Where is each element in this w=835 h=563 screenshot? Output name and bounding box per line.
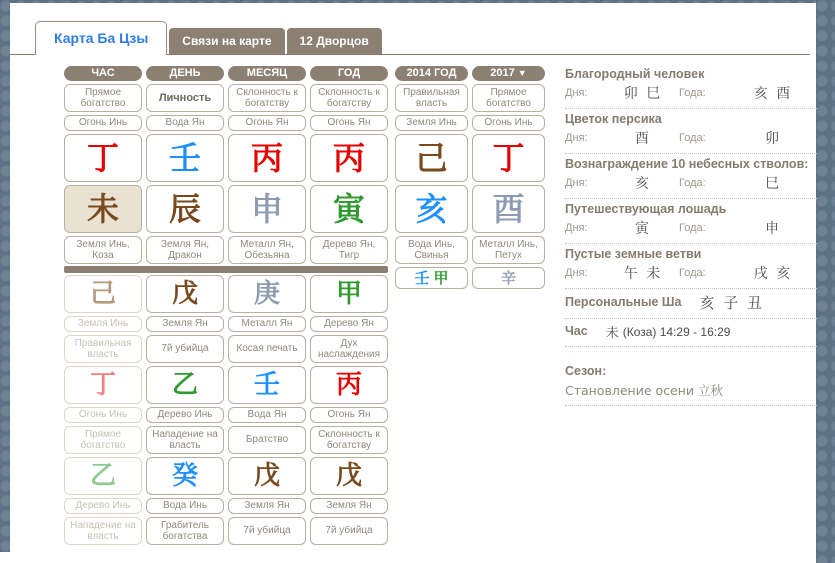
current-years-chart (395, 66, 545, 289)
panel-item-values (565, 263, 817, 283)
pillar-2014-branch-cell[interactable] (395, 185, 468, 233)
branch-character: 酉 (492, 190, 525, 228)
natal-top-rows (64, 66, 388, 264)
tab-bar (10, 8, 810, 55)
hidden-stem-deity: Косая печать (228, 335, 306, 363)
pillar-2017-element: Огонь Инь (472, 115, 545, 131)
pillar-day-deity: Личность (146, 84, 224, 112)
hidden-stem-deity: Грабитель богатства (146, 517, 224, 545)
pillar-month-branch-cell[interactable] (228, 185, 306, 233)
panel-item-peach-blossom (565, 109, 817, 154)
pillar-2017-year-dropdown[interactable] (472, 66, 545, 81)
year-value: 申 (765, 221, 781, 237)
hidden-stem-deity: 7й убийца (146, 335, 224, 363)
natal-chart (64, 66, 388, 545)
pillar-month (228, 66, 306, 264)
hidden-stem-character: 壬 (414, 268, 430, 287)
year-label: Года: (679, 267, 706, 279)
branch-character: 辰 (168, 190, 201, 228)
pillar-2017 (472, 66, 545, 289)
symbolic-stars-panel (565, 64, 817, 406)
hidden-stem-cell[interactable] (228, 275, 306, 313)
hidden-stem-cell[interactable] (310, 366, 388, 404)
pillar-2017-branch-info: Металл Инь, Петух (472, 236, 545, 264)
panel-item-title: Благородный человек (565, 67, 705, 81)
panel-item-values (565, 173, 817, 193)
pillar-year-branch-cell[interactable] (310, 185, 388, 233)
pillar-hour-branch-cell[interactable] (64, 185, 142, 233)
pillar-year-header: ГОД (310, 66, 388, 81)
hidden-stem-element: Дерево Инь (64, 498, 142, 514)
year-label: Года: (679, 222, 706, 234)
day-value: 亥 (635, 176, 651, 192)
panel-item-title: Цветок персика (565, 112, 662, 126)
hidden-stems-day (146, 275, 224, 545)
pillar-month-element: Огонь Ян (228, 115, 306, 131)
panel-item-title: Час (565, 324, 588, 338)
pillar-day-element: Вода Ян (146, 115, 224, 131)
hidden-stem-deity: Прямое богатство (64, 426, 142, 454)
pillar-2017-stem-cell[interactable] (472, 134, 545, 182)
hidden-stem-character: 乙 (89, 461, 116, 491)
tab-chart-relations[interactable]: Связи на карте (169, 28, 284, 54)
hidden-stems-rows (64, 275, 388, 545)
hidden-stem-element: Металл Ян (228, 316, 306, 332)
hidden-stem-cell[interactable] (146, 366, 224, 404)
year-label: Года: (679, 87, 706, 99)
years-rows (395, 66, 545, 289)
pillar-day-branch-info: Земля Ян, Дракон (146, 236, 224, 264)
pillar-month-deity: Склонность к богатству (228, 84, 306, 112)
hidden-stem-deity: Нападение на власть (146, 426, 224, 454)
branch-character: 寅 (332, 190, 365, 228)
year-value: 戌 亥 (753, 266, 793, 282)
hidden-stem-deity: 7й убийца (228, 517, 306, 545)
pillar-year-deity: Склонность к богатству (310, 84, 388, 112)
branch-character: 申 (250, 190, 283, 228)
tab-12-palaces[interactable]: 12 Дворцов (287, 28, 382, 54)
branch-character: 亥 (415, 190, 448, 228)
hidden-stem-character: 戊 (171, 279, 198, 309)
panel-item-empty-branches (565, 244, 817, 289)
hidden-stem-cell[interactable] (310, 457, 388, 495)
hidden-stem-element: Земля Ян (228, 498, 306, 514)
hidden-stem-cell[interactable] (64, 366, 142, 404)
hidden-stem-character: 辛 (500, 268, 516, 287)
hidden-stem-cell[interactable] (64, 275, 142, 313)
pillar-2014 (395, 66, 468, 289)
branch-character: 未 (86, 190, 119, 228)
season-value: Становление осени 立秋 (565, 383, 723, 398)
panel-item-title: Вознаграждение 10 небесных стволов: (565, 157, 809, 171)
hidden-stem-element: Вода Ян (228, 407, 306, 423)
pillar-2014-deity: Правильная власть (395, 84, 468, 112)
hidden-stems-divider (64, 266, 388, 273)
year-label: Года: (679, 132, 706, 144)
day-value: 酉 (635, 131, 651, 147)
panel-item-title: Пустые земные ветви (565, 247, 702, 261)
hidden-stem-element: Дерево Ян (310, 316, 388, 332)
hidden-stem-character: 癸 (171, 461, 198, 491)
pillar-day-header: ДЕНЬ (146, 66, 224, 81)
day-label: Дня: (565, 222, 588, 234)
pillar-year-stem-cell[interactable] (310, 134, 388, 182)
hidden-stem-cell[interactable] (228, 457, 306, 495)
pillar-2017-hidden-stems[interactable] (472, 267, 545, 289)
pillar-hour-element: Огонь Инь (64, 115, 142, 131)
hidden-stem-element: Огонь Ян (310, 407, 388, 423)
pillar-year-branch-info: Дерево Ян, Тигр (310, 236, 388, 264)
stem-character: 丙 (250, 139, 283, 177)
panel-item-personal-sha (565, 289, 817, 319)
page-edge-top (0, 0, 835, 3)
hidden-stems-hour (64, 275, 142, 545)
hidden-stem-cell[interactable] (228, 366, 306, 404)
pillar-2014-stem-cell[interactable] (395, 134, 468, 182)
chevron-down-icon: ▼ (517, 68, 527, 78)
panel-item-title: Путешествующая лошадь (565, 202, 727, 216)
day-value: 午 未 (623, 266, 663, 282)
hidden-stem-character: 庚 (253, 279, 280, 309)
panel-item-title: Сезон: (565, 364, 607, 378)
panel-item-values (565, 128, 817, 148)
hidden-stems-year (310, 275, 388, 545)
stem-character: 丁 (86, 139, 119, 177)
hidden-stem-character: 戊 (335, 461, 362, 491)
year-value: 卯 (765, 131, 781, 147)
day-label: Дня: (565, 132, 588, 144)
day-label: Дня: (565, 267, 588, 279)
page-edge-left (0, 0, 10, 552)
panel-item-title: Персональные Ша (565, 295, 682, 309)
panel-item-hour (565, 319, 817, 347)
hour-value (606, 322, 731, 341)
tab-bazi-chart[interactable]: Карта Ба Цзы (35, 21, 167, 55)
day-label: Дня: (565, 177, 588, 189)
day-value: 寅 (635, 221, 651, 237)
hidden-stem-deity: Правильная власть (64, 335, 142, 363)
pillar-2014-element: Земля Инь (395, 115, 468, 131)
hidden-stem-element: Земля Ян (310, 498, 388, 514)
hidden-stem-character: 己 (89, 279, 116, 309)
pillar-month-stem-cell[interactable] (228, 134, 306, 182)
pillar-day (146, 66, 224, 264)
pillar-hour (64, 66, 142, 264)
panel-item-values (565, 218, 817, 238)
hidden-stem-character: 甲 (433, 268, 449, 287)
hidden-stem-character: 甲 (335, 279, 362, 309)
hidden-stem-deity: Склонность к богатству (310, 426, 388, 454)
hidden-stem-deity: Братство (228, 426, 306, 454)
stem-character: 壬 (168, 139, 201, 177)
stem-character: 丁 (492, 139, 525, 177)
pillar-hour-deity: Прямое богатство (64, 84, 142, 112)
hidden-stem-element: Огонь Инь (64, 407, 142, 423)
page-edge-right (816, 0, 835, 563)
hidden-stem-element: Земля Инь (64, 316, 142, 332)
panel-item-travelling-horse (565, 199, 817, 244)
pillar-2014-hidden-stems[interactable] (395, 267, 468, 289)
pillar-2014-header: 2014 ГОД (395, 66, 468, 81)
pillar-year (310, 66, 388, 264)
pillar-month-header: МЕСЯЦ (228, 66, 306, 81)
hidden-stem-cell[interactable] (146, 275, 224, 313)
hidden-stem-element: Дерево Инь (146, 407, 224, 423)
panel-item-values (565, 83, 817, 103)
year-label: Года: (679, 177, 706, 189)
hidden-stem-deity: Нападение на власть (64, 517, 142, 545)
pillar-day-stem-cell[interactable] (146, 134, 224, 182)
hidden-stems-month (228, 275, 306, 545)
hidden-stem-deity: Дух наслаждения (310, 335, 388, 363)
hidden-stem-character: 戊 (253, 461, 280, 491)
hour-branch-character: 未 (605, 326, 619, 341)
year-value: 亥 酉 (753, 86, 793, 102)
pillar-hour-header: ЧАС (64, 66, 142, 81)
panel-item-heavenly-reward (565, 154, 817, 199)
hidden-stem-character: 丙 (335, 370, 362, 400)
pillar-hour-branch-info: Земля Инь, Коза (64, 236, 142, 264)
hidden-stem-character: 丁 (89, 370, 116, 400)
year-value: 巳 (765, 176, 781, 192)
hidden-stem-character: 乙 (171, 370, 198, 400)
day-value: 卯 巳 (623, 86, 663, 102)
hidden-stem-element: Земля Ян (146, 316, 224, 332)
hidden-stem-cell[interactable] (146, 457, 224, 495)
day-label: Дня: (565, 87, 588, 99)
pillar-day-branch-cell[interactable] (146, 185, 224, 233)
pillar-2017-deity: Прямое богатство (472, 84, 545, 112)
pillar-year-element: Огонь Ян (310, 115, 388, 131)
panel-item-nobleman (565, 64, 817, 109)
hidden-stem-cell[interactable] (64, 457, 142, 495)
pillar-month-branch-info: Металл Ян, Обезьяна (228, 236, 306, 264)
hidden-stem-deity: 7й убийца (310, 517, 388, 545)
pillar-2017-header-label: 2017 (490, 67, 515, 79)
hidden-stem-character: 壬 (253, 370, 280, 400)
personal-sha-value: 亥 子 丑 (699, 294, 764, 312)
hidden-stem-element: Вода Инь (146, 498, 224, 514)
pillar-hour-stem-cell[interactable] (64, 134, 142, 182)
pillar-2017-branch-cell[interactable] (472, 185, 545, 233)
panel-item-season (565, 361, 817, 406)
hour-time-range: (Коза) 14:29 - 16:29 (622, 324, 731, 339)
stem-character: 丙 (332, 139, 365, 177)
stem-character: 己 (415, 139, 448, 177)
hidden-stem-cell[interactable] (310, 275, 388, 313)
pillar-2014-branch-info: Вода Инь, Свинья (395, 236, 468, 264)
